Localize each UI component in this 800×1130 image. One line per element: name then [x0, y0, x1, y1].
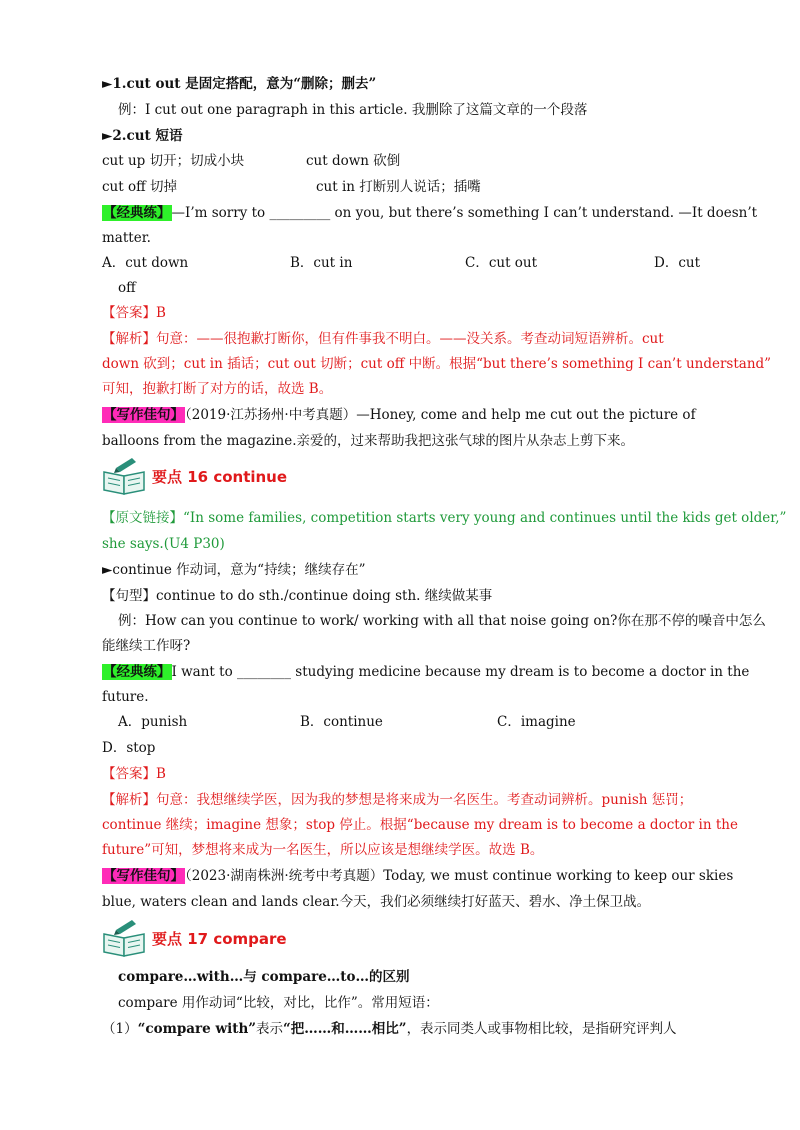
compare-definition: compare 用作动词“比较，对比，比作”。常用短语： — [118, 995, 439, 1011]
rule-phrase: “compare with” — [137, 1021, 257, 1037]
section-heading-16 — [102, 456, 287, 496]
phrase-cut-up: cut up 切开；切成小块 — [102, 153, 245, 169]
section-heading-17 — [102, 918, 287, 958]
analysis16-line-1: 【解析】句意：我想继续学医，因为我的梦想是将来成为一名医生。考查动词辨析。punish 惩罚； — [102, 792, 693, 808]
writing-tag: 【写作佳句】 — [103, 407, 184, 423]
exercise-tag: 【经典练】 — [103, 205, 171, 221]
option16-d: D．stop — [102, 740, 156, 756]
rule-number: （1） — [102, 1021, 138, 1037]
exercise-question — [102, 204, 757, 222]
original-link-1: 【原文链接】“In some families, competition starts very young and continues until the kids get older,” — [102, 510, 787, 526]
continue-meaning: ►continue 作动词，意为“持续；继续存在” — [102, 562, 366, 578]
cut-out-title: ►1.cut out 是固定搭配，意为“删除；删去” — [102, 76, 377, 92]
exercise-16-text: I want to ________ studying medicine because my dream is to become a doctor in the — [171, 664, 750, 680]
phrase-cut-down: cut down 砍倒 — [306, 153, 401, 169]
option-d: D．cut — [654, 255, 701, 271]
answer-16: 【答案】B — [102, 766, 166, 782]
exercise-question-text: —I’m sorry to _________ on you, but there’s something I can’t understand. —It doesn’t — [171, 205, 758, 221]
analysis-line-3: 可知，抱歉打断了对方的话，故选 B。 — [102, 381, 333, 397]
option-d-cont: off — [118, 280, 136, 296]
continue-example-2: 能继续工作呀? — [102, 638, 191, 654]
answer: 【答案】B — [102, 305, 166, 321]
analysis-line-2: down 砍到；cut in 插话；cut out 切断；cut off 中断。根据“but there’s something I can’t understand” — [102, 356, 772, 372]
option-b: B．cut in — [290, 255, 353, 271]
continue-example-1: 例：How can you continue to work/ working with all that noise going on?你在那不停的噪音中怎么 — [118, 613, 766, 629]
cut-phrases-title: ►2.cut 短语 — [102, 128, 183, 144]
phrase-cut-in: cut in 打断别人说话；插嘴 — [316, 179, 481, 195]
section-title-16: 要点 16 continue — [152, 467, 288, 486]
writing-sentence-cont: balloons from the magazine.亲爱的，过来帮助我把这张气球的图片从杂志上剪下来。 — [102, 433, 635, 449]
cut-out-example: 例：I cut out one paragraph in this article. 我删除了这篇文章的一个段落 — [118, 102, 588, 118]
compare-with-rule — [102, 1020, 677, 1038]
option16-b: B．continue — [300, 714, 383, 730]
writing-sentence — [102, 406, 696, 424]
exercise-16-question — [102, 663, 749, 681]
book-pencil-icon — [102, 456, 146, 496]
writing16-text: （2023·湖南株洲·统考中考真题）Today, we must continue working to keep our skies — [185, 868, 734, 884]
analysis-line-1: 【解析】句意：——很抱歉打断你，但有件事我不明白。——没关系。考查动词短语辨析。cut — [102, 331, 664, 347]
option-c: C．cut out — [465, 255, 538, 271]
original-link-2: she says.(U4 P30) — [102, 536, 225, 552]
writing-text: （2019·江苏扬州·中考真题）—Honey, come and help me cut out the picture of — [185, 407, 696, 423]
option-a: A．cut down — [102, 255, 189, 271]
section-title-17: 要点 17 compare — [152, 929, 287, 948]
rule-explanation: ，表示同类人或事物相比较，是指研究评判人 — [406, 1021, 677, 1037]
analysis16-line-2: continue 继续；imagine 想象；stop 停止。根据“because my dream is to become a doctor in the — [102, 817, 738, 833]
exercise-16-tag: 【经典练】 — [103, 664, 171, 680]
rule-connector: 表示 — [256, 1021, 284, 1037]
writing16-sentence — [102, 867, 733, 885]
continue-pattern: 【句型】continue to do sth./continue doing sth. 继续做某事 — [102, 588, 493, 604]
writing16-sentence-cont: blue, waters clean and lands clear.今天，我们必须继续打好蓝天、碧水、净土保卫战。 — [102, 894, 651, 910]
compare-diff-title: compare…with…与 compare…to…的区别 — [118, 969, 410, 985]
exercise-question-cont: matter. — [102, 230, 151, 246]
analysis16-line-3: future”可知，梦想将来成为一名医生，所以应该是想继续学医。故选 B。 — [102, 842, 544, 858]
exercise-16-question-cont: future. — [102, 689, 149, 705]
book-pencil-icon — [102, 918, 146, 958]
phrase-cut-off: cut off 切掉 — [102, 179, 177, 195]
writing16-tag: 【写作佳句】 — [103, 868, 184, 884]
option16-a: A．punish — [118, 714, 188, 730]
option16-c: C．imagine — [497, 714, 576, 730]
rule-meaning: “把……和……相比” — [283, 1021, 407, 1037]
